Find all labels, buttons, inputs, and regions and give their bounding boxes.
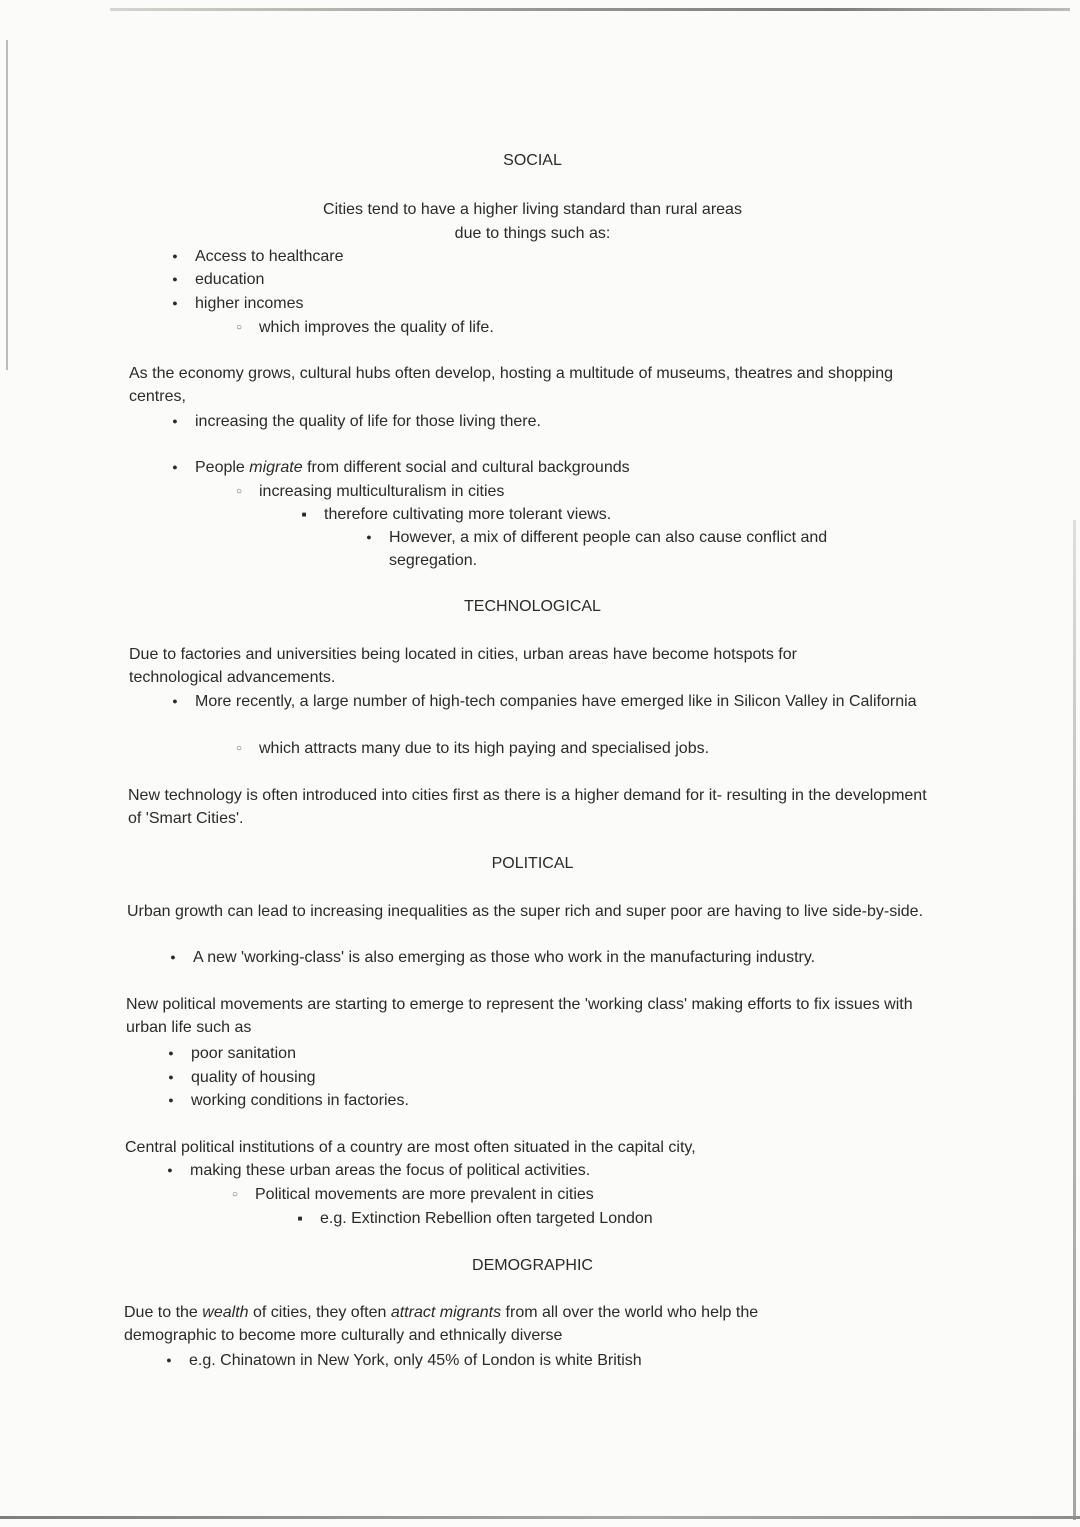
list-item: ● More recently, a large number of high-tech companies have emerged like in Silicon Valley in California xyxy=(195,690,925,713)
list-item: ■ therefore cultivating more tolerant views. xyxy=(324,503,884,526)
paragraph: Central political institutions of a country are most often situated in the capital city, xyxy=(125,1139,696,1156)
page-edge-bottom xyxy=(0,1516,1080,1519)
page-edge-top xyxy=(110,8,1070,11)
list-item: ● quality of housing xyxy=(191,1066,891,1089)
page-edge-right xyxy=(1073,520,1076,1520)
paragraph: New technology is often introduced into cities first as there is a higher demand for it- resulting in the development of 'Smart Cities'. xyxy=(128,787,927,827)
list-item: ○ Political movements are more prevalent in cities xyxy=(255,1183,895,1206)
list-item: ● A new 'working-class' is also emerging as those who work in the manufacturing industry. xyxy=(193,946,913,969)
paragraph: New political movements are starting to emerge to represent the 'working class' making efforts to fix issues with urban life such as xyxy=(126,996,913,1036)
list-item: ○ which attracts many due to its high paying and specialised jobs. xyxy=(259,737,899,760)
social-intro-line2: due to things such as: xyxy=(454,225,611,242)
list-item: ● increasing the quality of life for those living there. xyxy=(195,410,895,433)
list-item: ○ increasing multiculturalism in cities xyxy=(259,480,899,503)
list-item: ● making these urban areas the focus of political activities. xyxy=(190,1159,890,1182)
paragraph: Due to factories and universities being located in cities, urban areas have become hotspots for technological advancements. xyxy=(129,646,797,686)
list-item: ● working conditions in factories. xyxy=(191,1089,891,1112)
list-item: ○ which improves the quality of life. xyxy=(259,316,899,339)
heading-demographic: DEMOGRAPHIC xyxy=(472,1257,593,1274)
list-item: ● People migrate from different social and cultural backgrounds xyxy=(195,456,895,479)
list-item: ■ e.g. Extinction Rebellion often targeted London xyxy=(320,1207,900,1230)
paragraph: Due to the wealth of cities, they often attract migrants from all over the world who help the demographic to become more culturally and ethnically diverse xyxy=(124,1304,759,1344)
heading-social: SOCIAL xyxy=(503,152,562,169)
list-item: ● e.g. Chinatown in New York, only 45% of London is white British xyxy=(189,1349,889,1372)
paragraph: As the economy grows, cultural hubs often develop, hosting a multitude of museums, theatres and shopping centres, xyxy=(129,365,893,405)
social-intro-line1: Cities tend to have a higher living standard than rural areas xyxy=(323,201,742,218)
list-item: ● However, a mix of different people can also cause conflict and segregation. xyxy=(389,526,889,572)
list-item: ● education xyxy=(195,268,895,291)
list-item: ● Access to healthcare xyxy=(195,245,895,268)
heading-technological: TECHNOLOGICAL xyxy=(464,598,601,615)
paragraph: Urban growth can lead to increasing inequalities as the super rich and super poor are having to live side-by-side. xyxy=(127,903,924,920)
list-item: ● higher incomes xyxy=(195,292,895,315)
list-item: ● poor sanitation xyxy=(191,1042,891,1065)
heading-political: POLITICAL xyxy=(491,855,574,872)
